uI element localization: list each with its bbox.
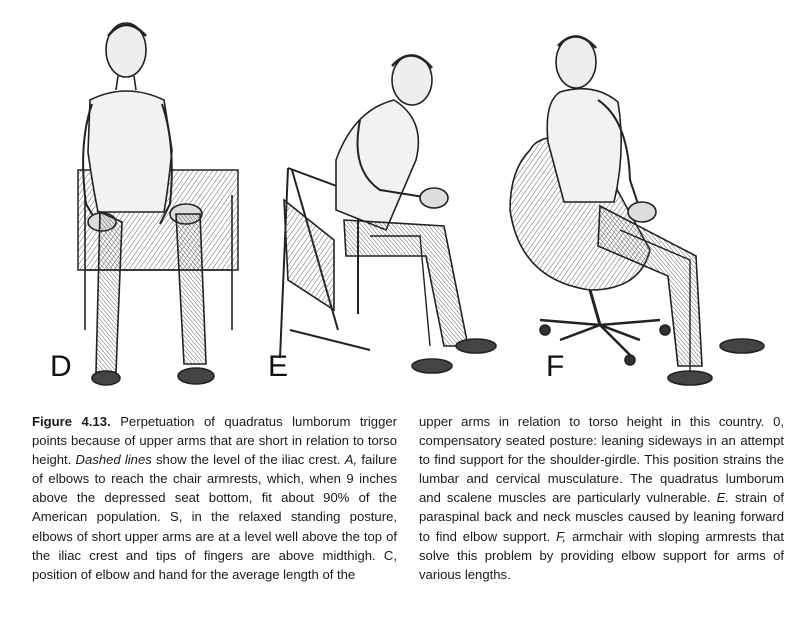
panel-label-d: D	[50, 350, 72, 383]
panel-label-e: E	[268, 350, 289, 383]
panel-f-drawing	[510, 36, 764, 385]
caption-italic: F,	[556, 528, 567, 544]
caption-italic: Dashed lines	[75, 452, 152, 468]
figure-caption	[32, 412, 784, 612]
caption-italic: A,	[344, 452, 358, 468]
caption-text: Perpetuation of quadratus lumborum trigger points because of upper arms that are short in relation to torso height.	[32, 414, 397, 468]
caption-left-column	[32, 412, 397, 612]
caption-text: show the level of the iliac crest.	[156, 452, 341, 468]
panel-d-drawing	[78, 23, 238, 385]
panel-e-drawing	[280, 55, 496, 373]
caption-right-column	[419, 412, 784, 612]
caption-text: upper arms in relation to torso height in this country. 0, compensatory seated posture: leaning sideways in an attempt to find support for the shoulder-girdle. This position strains the lumbar and cervical musculature. The quadratus lumborum and scalene muscles are particularly vulnerable.	[419, 414, 784, 506]
figure-number: Figure 4.13.	[32, 414, 111, 429]
caption-text: failure of elbows to reach the chair armrests, which, when 9 inches above the depressed seat bottom, fit about 90% of the American population. S, in the relaxed standing posture, elbows of short upper arms are at a level well above the top of the iliac crest and tips of fingers are above midthigh. C, position of elbow and hand for the average length of the	[32, 452, 398, 582]
caption-italic: E.	[716, 490, 729, 506]
caption-text: strain of paraspinal back and neck muscles caused by leaning forward to find elbow support.	[419, 490, 785, 544]
caption-text: armchair with sloping armrests that solve this problem by providing elbow support for arms of various lengths.	[419, 528, 784, 582]
panel-label-f: F	[546, 350, 565, 383]
